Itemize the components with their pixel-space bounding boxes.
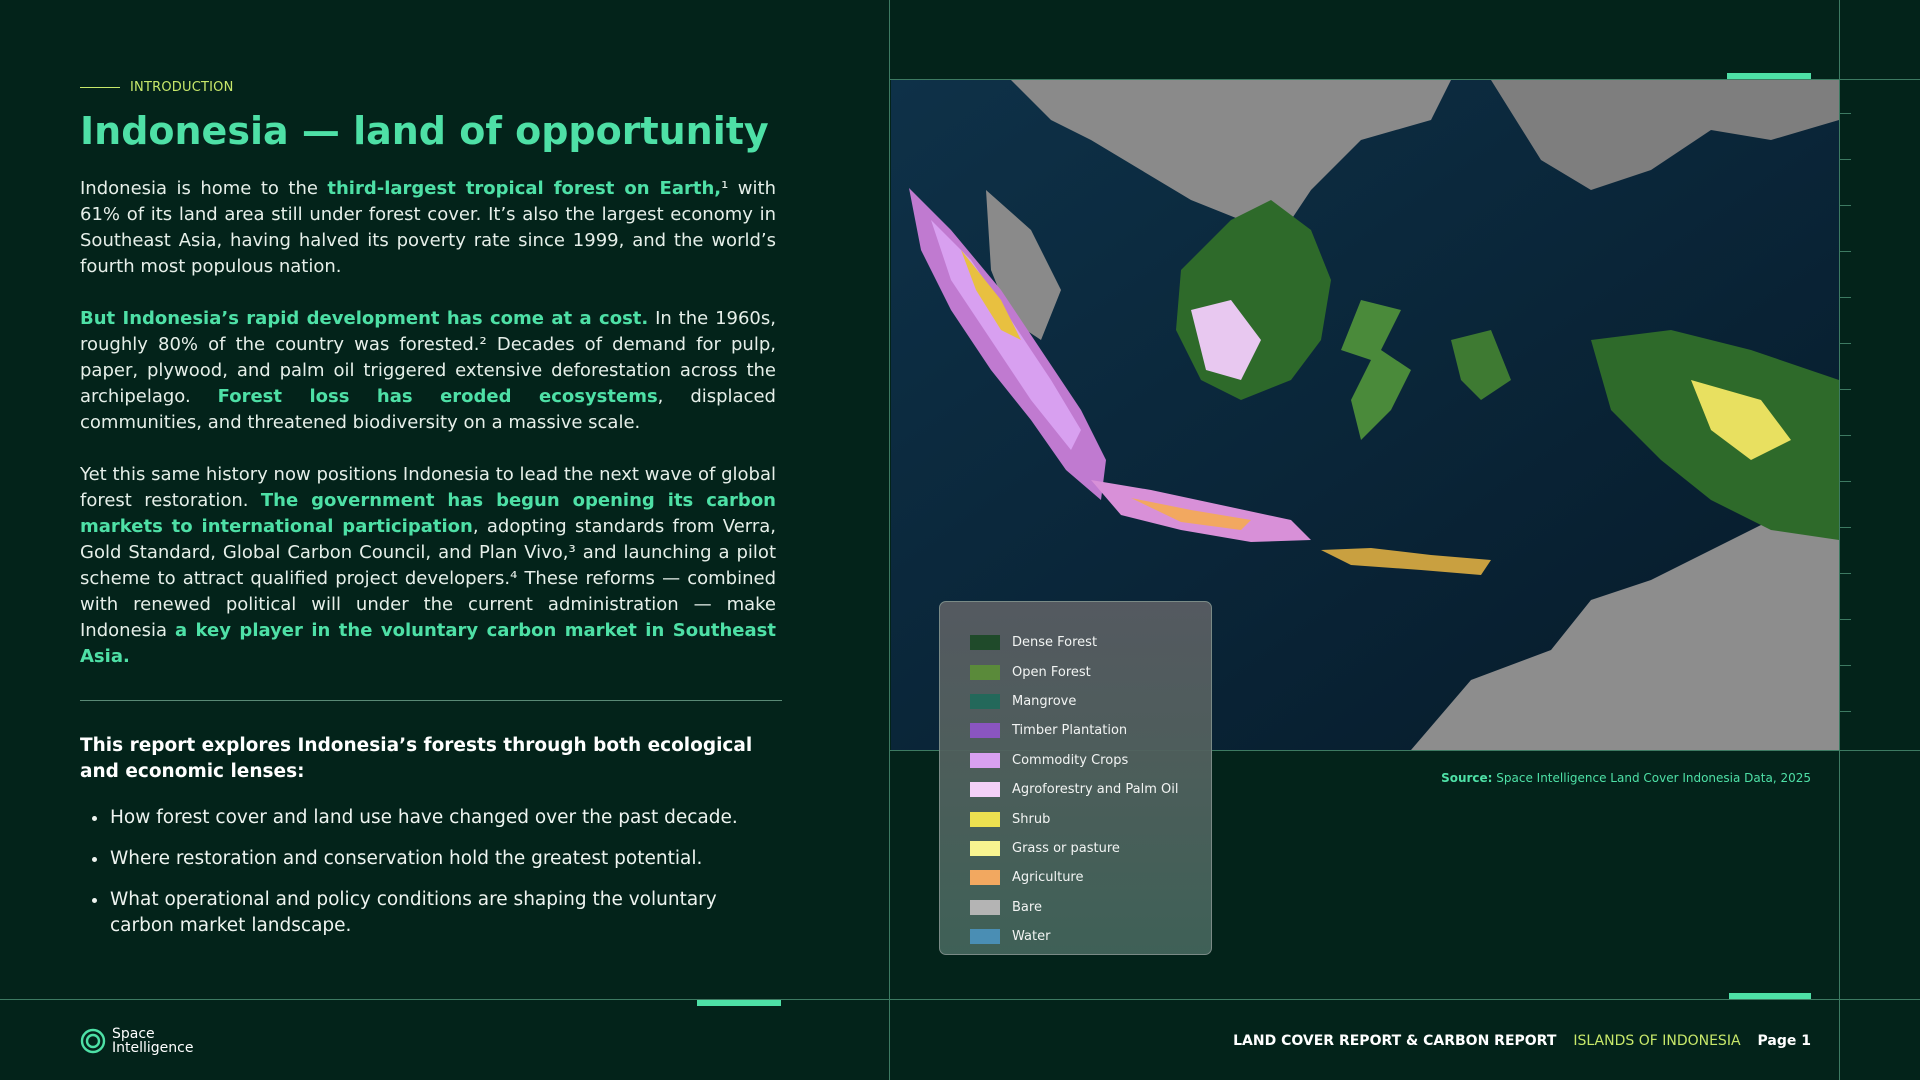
map-source — [1441, 771, 1811, 785]
legend-label: Agriculture — [1012, 870, 1084, 886]
eyebrow — [80, 78, 780, 96]
accent-bar-map-top — [1727, 73, 1811, 79]
legend-swatch — [970, 812, 1000, 827]
paragraph-2 — [80, 306, 776, 436]
legend-swatch — [970, 841, 1000, 856]
p3-text-a: Yet this same history now positions Indonesia to lead the next wave of global forest restoration. — [80, 463, 776, 511]
legend-swatch — [970, 665, 1000, 680]
legend-label: Timber Plantation — [1012, 723, 1128, 739]
legend-label: Mangrove — [1012, 693, 1077, 709]
legend-label: Dense Forest — [1012, 635, 1098, 651]
p2-highlight-c: Forest loss has eroded ecosystems — [217, 385, 658, 407]
legend-item — [970, 893, 1211, 922]
bullet-item: How forest cover and land use have changed over the past decade. — [80, 805, 780, 831]
section-divider — [80, 700, 782, 701]
legend-item — [970, 687, 1211, 716]
space-intelligence-logo[interactable] — [80, 1027, 193, 1055]
legend-item — [970, 775, 1211, 804]
legend-label: Grass or pasture — [1012, 840, 1120, 856]
legend-swatch — [970, 635, 1000, 650]
legend-item — [970, 834, 1211, 863]
p2-text-d: , displaced communities, and threatened biodiversity on a massive scale. — [80, 385, 776, 433]
p2-highlight-a: But Indonesia’s rapid development has come at a cost. — [80, 307, 649, 329]
legend-label: Bare — [1012, 899, 1042, 915]
legend-swatch — [970, 929, 1000, 944]
logo-line-1: Space — [112, 1026, 155, 1042]
report-bullets — [80, 805, 780, 939]
bullet-item: What operational and policy conditions are shaping the voluntary carbon market landscape. — [80, 887, 780, 939]
p3-highlight-b: The government has begun opening its carbon markets to international participation — [80, 489, 776, 537]
legend-swatch — [970, 870, 1000, 885]
footer-page-number: Page 1 — [1757, 1033, 1811, 1049]
paragraph-3 — [80, 462, 776, 670]
legend-label: Water — [1012, 929, 1051, 945]
intro-column — [80, 78, 780, 954]
legend-label: Shrub — [1012, 811, 1051, 827]
legend-swatch — [970, 694, 1000, 709]
p1-text-a: Indonesia is home to the — [80, 177, 328, 199]
legend-label: Agroforestry and Palm Oil — [1012, 782, 1179, 798]
legend-swatch — [970, 753, 1000, 768]
footer-nav — [1233, 1033, 1811, 1049]
legend-swatch — [970, 782, 1000, 797]
legend-label: Open Forest — [1012, 664, 1091, 680]
logo-line-2: Intelligence — [112, 1040, 194, 1056]
accent-bar-footer-right — [1729, 993, 1811, 999]
eyebrow-dash — [80, 87, 120, 88]
p3-highlight-d: a key player in the voluntary carbon market in Southeast Asia. — [80, 619, 776, 667]
bullet-item: Where restoration and conservation hold the greatest potential. — [80, 846, 780, 872]
logo-ring-icon — [80, 1028, 106, 1054]
legend-item — [970, 657, 1211, 686]
legend-item — [970, 716, 1211, 745]
legend-swatch — [970, 900, 1000, 915]
source-label: Source: — [1441, 771, 1493, 785]
source-text: Space Intelligence Land Cover Indonesia Data, 2025 — [1492, 771, 1811, 785]
footer-section-title: ISLANDS OF INDONESIA — [1573, 1033, 1741, 1049]
page-title: Indonesia — land of opportunity — [80, 109, 769, 153]
p1-highlight: third-largest tropical forest on Earth, — [327, 177, 722, 199]
eyebrow-label: INTRODUCTION — [130, 79, 234, 95]
map-legend — [939, 601, 1212, 955]
legend-item — [970, 628, 1211, 657]
legend-item — [970, 746, 1211, 775]
footer-report-title: LAND COVER REPORT & CARBON REPORT — [1233, 1033, 1557, 1049]
p2-text-b: In the 1960s, roughly 80% of the country was forested.² Decades of demand for pulp, paper, plywood, and palm oil triggered extensive deforestation across the archipelago. — [80, 307, 776, 407]
legend-swatch — [970, 723, 1000, 738]
map-edge-ticks — [1839, 80, 1853, 750]
frame-line-left — [889, 0, 890, 1080]
accent-bar-footer-left — [697, 1000, 781, 1006]
legend-label: Commodity Crops — [1012, 752, 1129, 768]
frame-line-footer — [0, 999, 1920, 1000]
legend-item — [970, 922, 1211, 951]
legend-item — [970, 804, 1211, 833]
p1-text-c: ¹ with 61% of its land area still under forest cover. It’s also the largest economy in Southeast Asia, having halved its poverty rate since 1999, and the world’s fourth most populous nation. — [80, 177, 776, 277]
legend-item — [970, 863, 1211, 892]
paragraph-1 — [80, 176, 776, 280]
report-lead: This report explores Indonesia’s forests through both ecological and economic lenses: — [80, 734, 753, 782]
logo-wordmark — [112, 1027, 193, 1055]
p3-text-c: , adopting standards from Verra, Gold Standard, Global Carbon Council, and Plan Vivo,³ and launching a pilot scheme to attract qualified project developers.⁴ These reforms — combined with renewed political will under the current administration — make Indonesia — [80, 515, 777, 641]
